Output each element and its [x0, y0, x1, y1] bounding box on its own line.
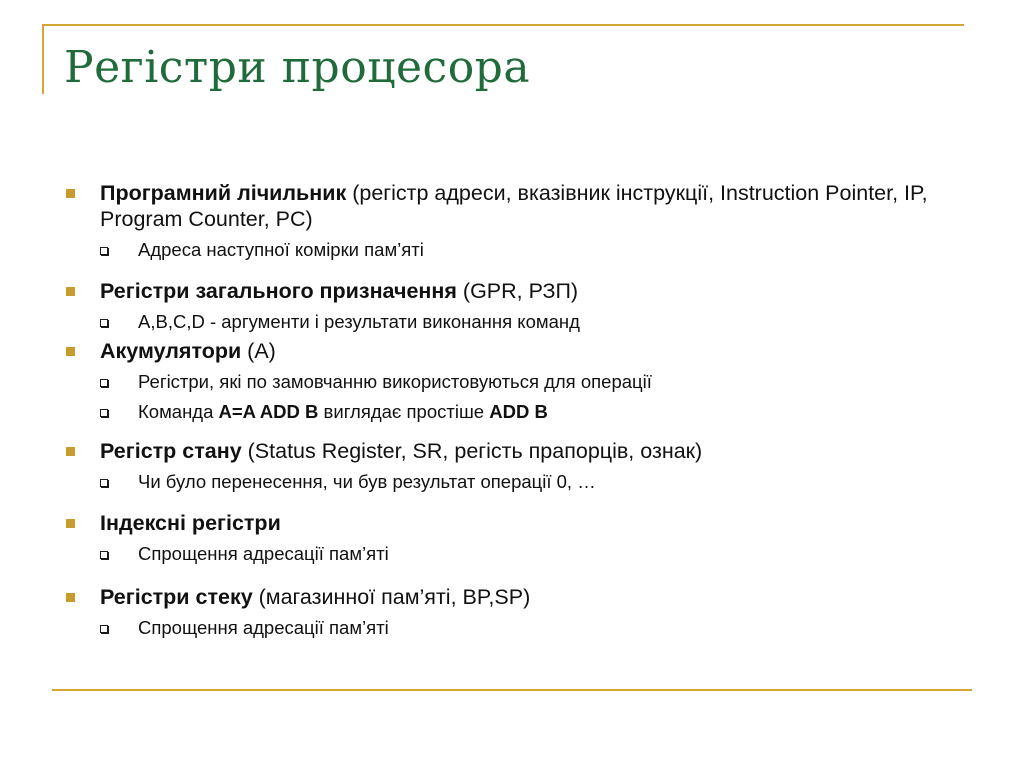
sub-item-text: Регістри, які по замовчанню використовуються для операції — [138, 371, 652, 392]
item-term: Регістри стеку — [100, 585, 253, 609]
sub-item-code: ADD B — [489, 401, 548, 422]
sub-item — [100, 470, 962, 494]
sub-item-code: A=A ADD B — [218, 401, 319, 422]
sub-item-text-pre: Команда — [138, 401, 219, 422]
hollow-square-bullet-icon — [100, 319, 108, 327]
sub-item-text: Спрощення адресації пам’яті — [138, 617, 389, 638]
square-bullet-icon — [66, 593, 75, 602]
sub-item — [100, 310, 962, 334]
list-item — [62, 510, 962, 536]
item-description: (A) — [241, 339, 276, 363]
square-bullet-icon — [66, 519, 75, 528]
sub-item — [100, 238, 962, 262]
top-rule — [42, 24, 964, 26]
item-term: Акумулятори — [100, 339, 242, 363]
sub-item — [100, 400, 962, 424]
sub-item-text-mid: виглядає простіше — [318, 401, 490, 422]
item-description: (GPR, РЗП) — [456, 279, 579, 303]
item-term: Регістри загального призначення — [100, 279, 457, 303]
square-bullet-icon — [66, 287, 75, 296]
hollow-square-bullet-icon — [100, 479, 108, 487]
item-term: Індексні регістри — [100, 511, 281, 535]
list-item — [62, 338, 962, 364]
hollow-square-bullet-icon — [100, 379, 108, 387]
item-term: Програмний лічильник — [100, 181, 347, 205]
item-description: (Status Register, SR, регість прапорців, ознак) — [241, 439, 703, 463]
item-description: (магазинної пам’яті, BP,SP) — [252, 585, 531, 609]
slide-title: Регістри процесора — [64, 42, 531, 93]
hollow-square-bullet-icon — [100, 625, 108, 633]
hollow-square-bullet-icon — [100, 409, 108, 417]
square-bullet-icon — [66, 347, 75, 356]
list-item — [62, 278, 962, 304]
sub-item — [100, 616, 962, 640]
list-item — [62, 584, 962, 610]
sub-item — [100, 542, 962, 566]
hollow-square-bullet-icon — [100, 247, 108, 255]
sub-item-text: A,B,C,D - аргументи і результати виконання команд — [138, 311, 580, 332]
item-description: (регістр адреси, вказівник інструкції, Instruction Pointer, IP, Program Counter, PC) — [100, 181, 928, 231]
hollow-square-bullet-icon — [100, 551, 108, 559]
bottom-rule — [52, 689, 972, 691]
square-bullet-icon — [66, 189, 75, 198]
sub-item — [100, 370, 962, 394]
left-rule — [42, 24, 44, 94]
list-item — [62, 180, 962, 232]
sub-item-text: Чи було перенесення, чи був результат операції 0, … — [138, 471, 596, 492]
square-bullet-icon — [66, 447, 75, 456]
bullet-list — [62, 180, 962, 640]
sub-item-text: Спрощення адресації пам’яті — [138, 543, 389, 564]
item-term: Регістр стану — [100, 439, 242, 463]
sub-item-text: Адреса наступної комірки пам’яті — [138, 239, 424, 260]
list-item — [62, 438, 962, 464]
